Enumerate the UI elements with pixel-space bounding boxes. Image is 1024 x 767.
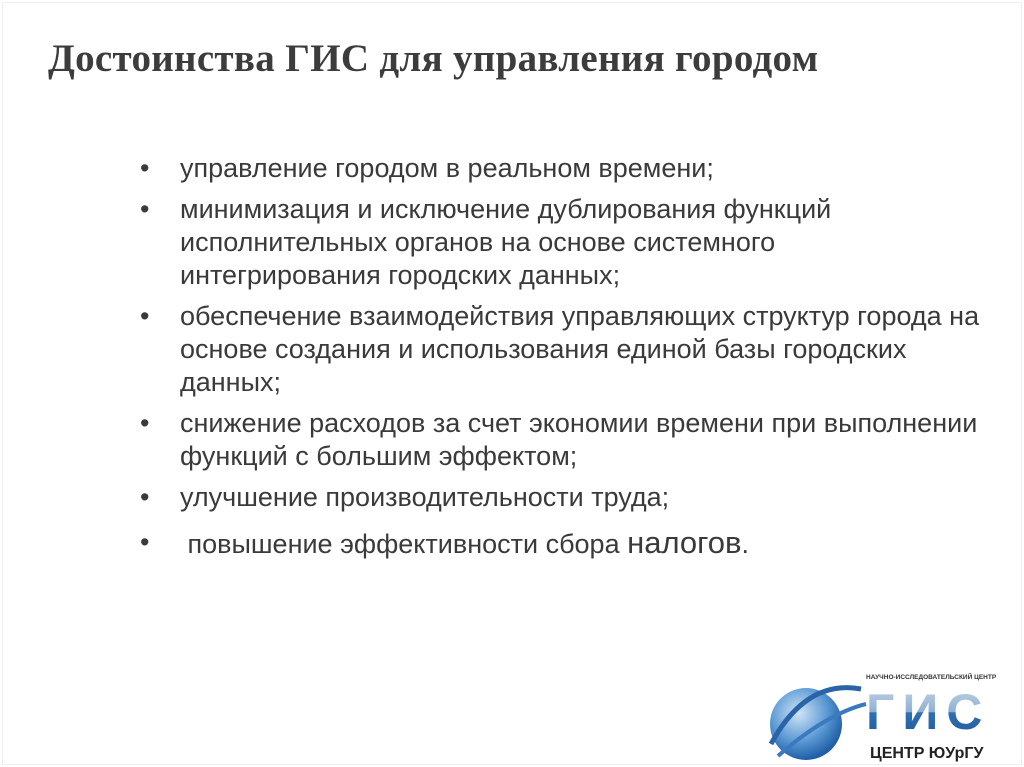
bullet-icon: •: [140, 153, 150, 183]
list-item: • повышение эффективности сбора налогов.: [140, 525, 749, 560]
gis-center-logo: [766, 672, 1018, 766]
globe-icon: [766, 676, 876, 764]
list-item: • обеспечение взаимодействия управляющих структур города на основе создания и использования единой базы городских данных;: [140, 301, 980, 397]
list-item: • снижение расходов за счет экономии времени при выполнении функций с большим эффектом;: [140, 408, 978, 471]
logo-bottom-text: ЦЕНТР ЮУрГУ: [870, 745, 984, 762]
list-item: • минимизация и исключение дублирования функций исполнительных органов на основе системного интегрирования городских данных;: [140, 194, 832, 290]
bullet-icon: •: [140, 482, 150, 512]
logo-main-text: ГИС: [866, 684, 1016, 740]
bullet-icon: •: [140, 194, 150, 224]
bullet-icon: •: [140, 408, 150, 438]
list-item: • управление городом в реальном времени;: [140, 153, 714, 183]
list-item: • улучшение производительности труда;: [140, 482, 670, 512]
logo-subtitle: НАУЧНО-ИССЛЕДОВАТЕЛЬСКИЙ ЦЕНТР: [866, 674, 997, 681]
bullet-list: [140, 152, 980, 569]
bullet-icon: •: [140, 301, 150, 331]
slide-title: Достоинства ГИС для управления городом: [48, 37, 819, 80]
bullet-icon: •: [140, 527, 150, 557]
